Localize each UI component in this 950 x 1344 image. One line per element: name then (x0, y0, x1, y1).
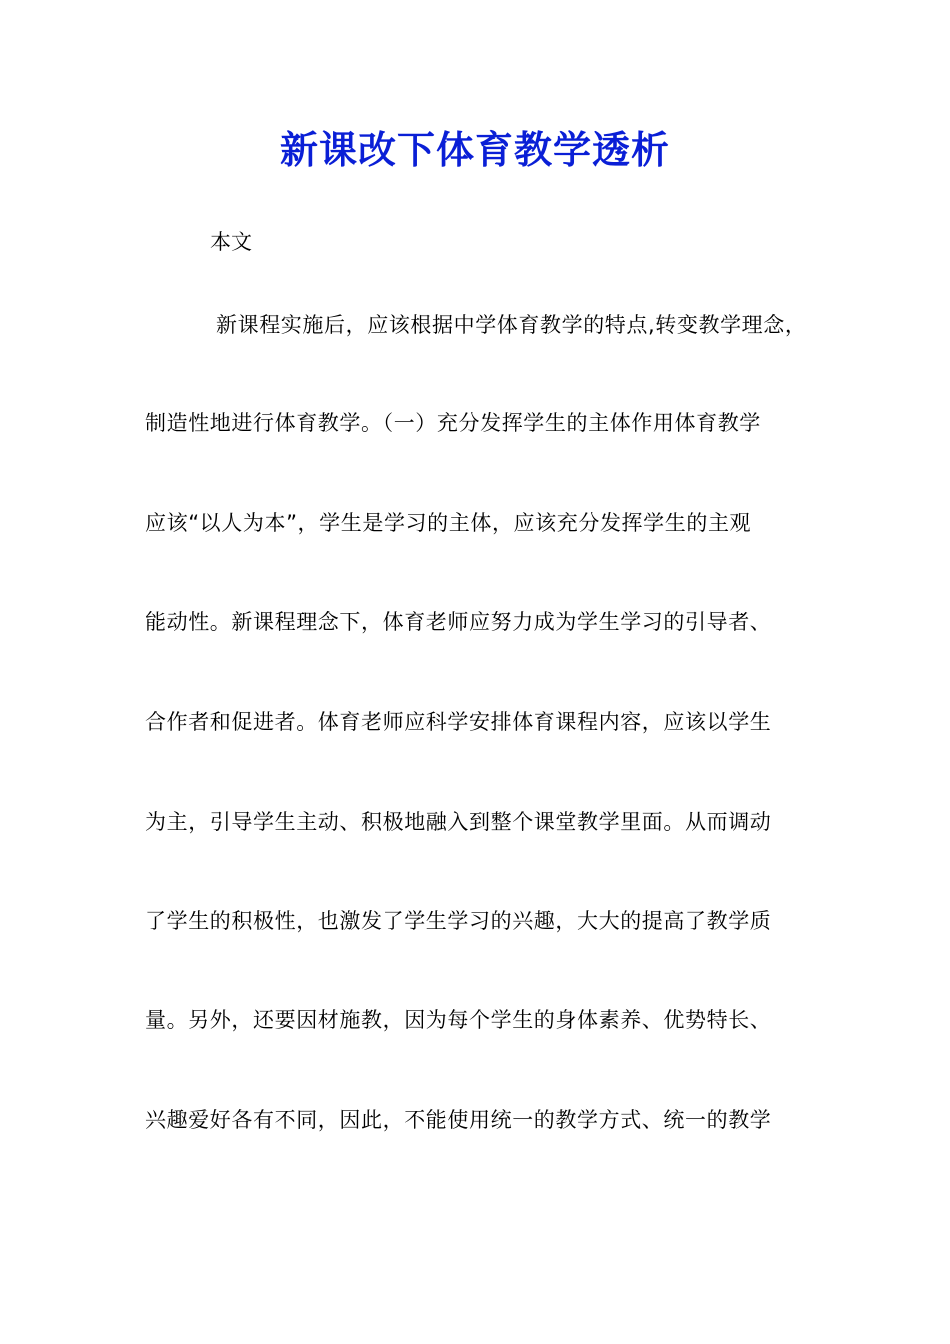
paragraph-line: 应该“以人为本”，学生是学习的主体，应该充分发挥学生的主观 (145, 511, 752, 535)
paragraph-line: 能动性。新课程理念下，体育老师应努力成为学生学习的引导者、 (145, 610, 772, 634)
paragraph-line: 新课程实施后，应该根据中学体育教学的特点,转变教学理念， (216, 313, 807, 337)
paragraph-line: 兴趣爱好各有不同，因此，不能使用统一的教学方式、统一的教学 (145, 1108, 772, 1132)
paragraph-line: 合作者和促进者。体育老师应科学安排体育课程内容，应该以学生 (145, 710, 772, 734)
paragraph-line: 为主，引导学生主动、积极地融入到整个课堂教学里面。从而调动 (145, 810, 772, 834)
byline: 本文 (210, 230, 252, 254)
paragraph-line: 量。另外，还要因材施教，因为每个学生的身体素养、优势特长、 (145, 1008, 772, 1032)
paragraph-line: 了学生的积极性，也激发了学生学习的兴趣，大大的提高了教学质 (145, 909, 772, 933)
document-title: 新课改下体育教学透析 (279, 127, 670, 172)
paragraph-line: 制造性地进行体育教学。（一）充分发挥学生的主体作用体育教学 (145, 411, 761, 435)
